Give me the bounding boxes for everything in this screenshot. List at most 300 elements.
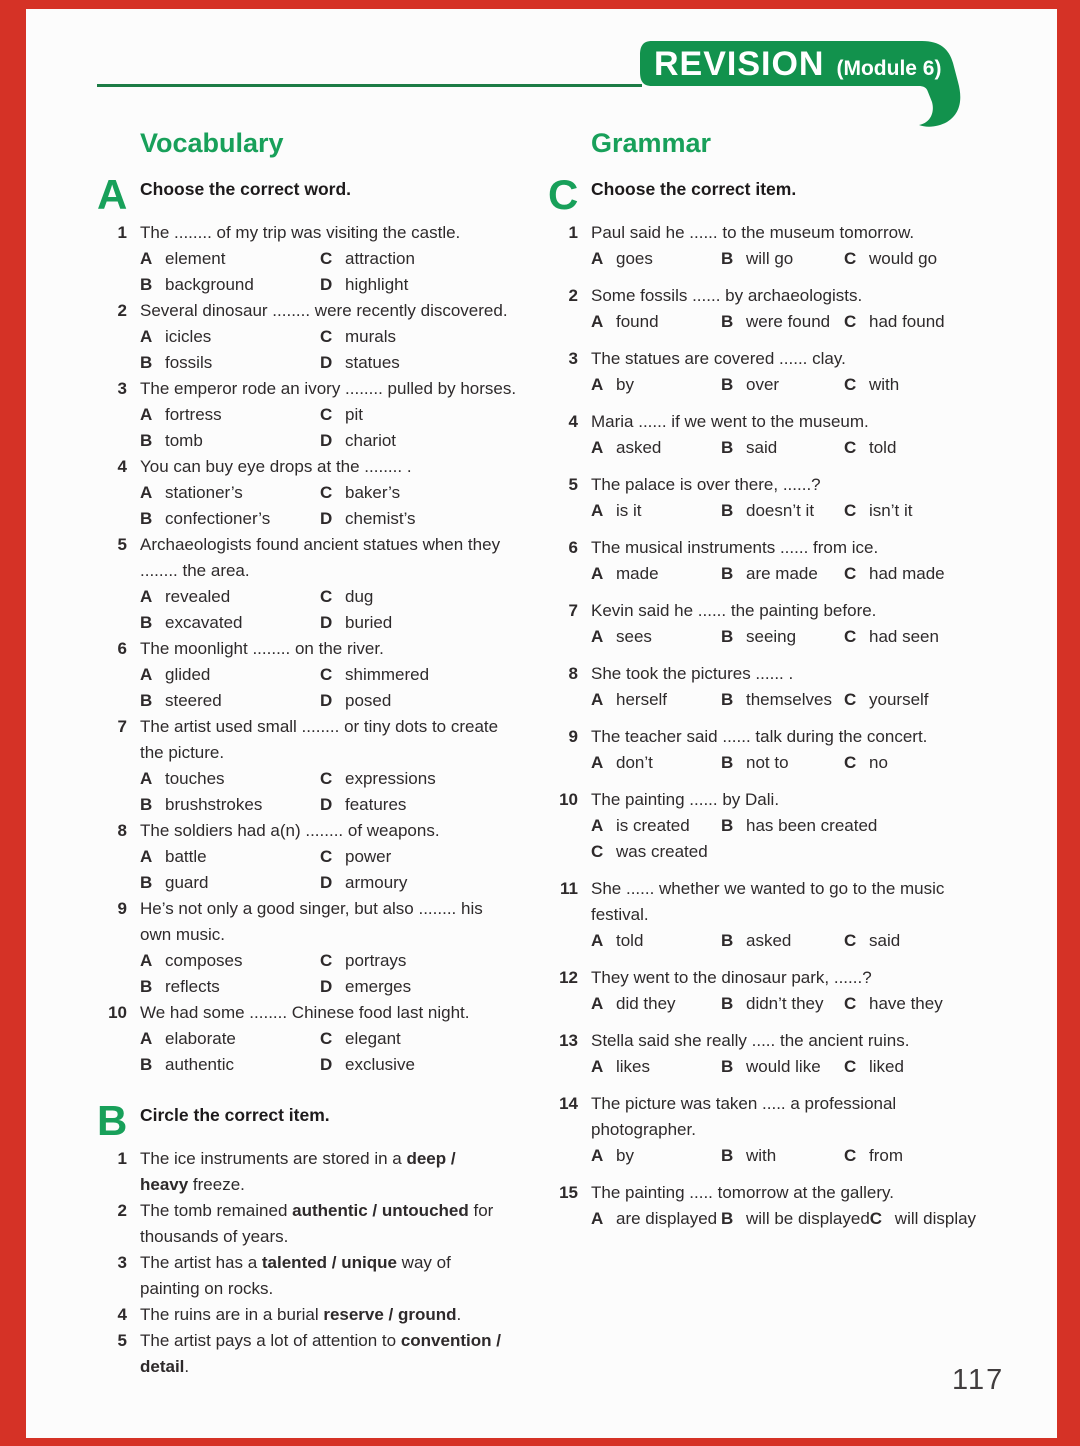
sentence-text: for — [468, 1201, 494, 1220]
question-number: 1 — [117, 223, 127, 242]
section-c-letter: C — [548, 171, 579, 218]
question-text — [591, 283, 988, 309]
option-letter: B — [721, 249, 734, 268]
question-text — [140, 636, 544, 662]
option-text: pit — [345, 405, 363, 424]
option-text: murals — [345, 327, 397, 346]
option-letter: B — [721, 501, 734, 520]
option — [140, 480, 320, 506]
option — [721, 1143, 844, 1169]
sentence-text: The artist has a — [140, 1253, 262, 1272]
question-number: 10 — [108, 1003, 127, 1022]
option-letter: C — [844, 249, 857, 268]
option-text: with — [746, 1146, 777, 1165]
option-letter: A — [140, 951, 153, 970]
sentence-text: The ice instruments are stored in a — [140, 1149, 407, 1168]
question-body — [591, 1091, 988, 1169]
options — [591, 687, 988, 713]
question-number: 1 — [117, 1149, 127, 1168]
question-text — [140, 1250, 544, 1302]
option-text: isn’t it — [869, 501, 913, 520]
option-letter: D — [320, 795, 333, 814]
question-body — [591, 220, 988, 272]
option-text: themselves — [746, 690, 832, 709]
circle-item — [97, 1328, 544, 1380]
option — [844, 991, 943, 1017]
banner-title: REVISION — [654, 45, 825, 83]
question-number: 9 — [568, 727, 578, 746]
option-letter: A — [591, 438, 604, 457]
option-letter: B — [140, 353, 153, 372]
option — [320, 324, 544, 350]
option-letter: B — [721, 375, 734, 394]
option — [320, 402, 544, 428]
option-text: brushstrokes — [165, 795, 263, 814]
option — [721, 1206, 870, 1232]
option — [591, 372, 721, 398]
option — [844, 687, 929, 713]
question-number: 5 — [117, 1331, 127, 1350]
question — [548, 1028, 988, 1080]
option-text: excavated — [165, 613, 243, 632]
option — [721, 498, 844, 524]
options — [140, 324, 544, 376]
question — [97, 220, 544, 298]
option-text: doesn’t it — [746, 501, 815, 520]
option-text: expressions — [345, 769, 436, 788]
option — [844, 561, 945, 587]
sentence-text: The ruins are in a burial — [140, 1305, 324, 1324]
question-body — [591, 535, 988, 587]
sentence-text: The palace is over there, ......? — [591, 475, 821, 494]
option-text: battle — [165, 847, 207, 866]
option-letter: B — [140, 431, 153, 450]
sentence-text: festival. — [591, 905, 649, 924]
option-text: composes — [165, 951, 243, 970]
option-text: likes — [616, 1057, 651, 1076]
option-text: said — [746, 438, 778, 457]
option-text: features — [345, 795, 407, 814]
option-text: found — [616, 312, 659, 331]
section-a-instruction: Choose the correct word. — [140, 179, 352, 199]
option-letter: D — [320, 275, 333, 294]
option — [140, 246, 320, 272]
option-letter: A — [591, 690, 604, 709]
options — [591, 561, 988, 587]
section-a-letter: A — [97, 171, 128, 218]
option — [320, 662, 544, 688]
question — [548, 876, 988, 954]
question-number: 5 — [117, 535, 127, 554]
option-text: chariot — [345, 431, 397, 450]
question-number: 8 — [568, 664, 578, 683]
options — [140, 844, 544, 896]
option-letter: B — [140, 977, 153, 996]
option — [591, 687, 721, 713]
question-text — [591, 220, 988, 246]
question-body — [140, 298, 544, 376]
option-text: touches — [165, 769, 225, 788]
question-text — [140, 1302, 544, 1328]
sentence-text: photographer. — [591, 1120, 696, 1139]
options — [591, 813, 988, 865]
option-letter: D — [320, 509, 333, 528]
option-text: elegant — [345, 1029, 401, 1048]
question-text — [140, 896, 544, 948]
option-letter: C — [591, 842, 604, 861]
option-letter: A — [140, 483, 153, 502]
section-b — [97, 1097, 544, 1380]
sentence-text: Archaeologists found ancient statues when they — [140, 535, 501, 554]
question-body — [591, 409, 988, 461]
option-text: fossils — [165, 353, 213, 372]
question-number: 1 — [568, 223, 578, 242]
option-text: will go — [746, 249, 794, 268]
option — [591, 309, 721, 335]
option — [320, 610, 544, 636]
option-text: glided — [165, 665, 211, 684]
question — [548, 346, 988, 398]
question-number: 7 — [568, 601, 578, 620]
question-number: 2 — [117, 1201, 127, 1220]
option-letter: B — [721, 994, 734, 1013]
question-text — [591, 472, 988, 498]
section-a — [97, 171, 544, 1078]
option-text: highlight — [345, 275, 409, 294]
banner-subtitle: (Module 6) — [836, 57, 942, 80]
sentence-text: Paul said he ...... to the museum tomorrow. — [591, 223, 915, 242]
option-text: is it — [616, 501, 642, 520]
option — [140, 584, 320, 610]
option-letter: A — [591, 249, 604, 268]
options — [140, 948, 544, 1000]
option — [320, 766, 544, 792]
option — [591, 498, 721, 524]
question-body — [140, 714, 544, 818]
question-number: 4 — [117, 457, 127, 476]
option-text: chemist’s — [345, 509, 416, 528]
vocabulary-column — [97, 126, 544, 1380]
sentence-text: You can buy eye drops at the ........ . — [140, 457, 412, 476]
choice-bold-text: talented / unique — [261, 1253, 397, 1272]
option-letter: B — [721, 312, 734, 331]
question-text — [591, 1091, 988, 1143]
option-letter: D — [320, 613, 333, 632]
question-body — [591, 787, 988, 865]
option — [721, 813, 877, 839]
question-number: 10 — [559, 790, 578, 809]
option — [140, 272, 320, 298]
option-letter: B — [721, 1146, 734, 1165]
option — [591, 561, 721, 587]
option — [140, 610, 320, 636]
sentence-text: ........ the area. — [140, 561, 250, 580]
option — [140, 1052, 320, 1078]
option — [721, 991, 844, 1017]
options — [140, 1026, 544, 1078]
option-text: was created — [616, 842, 708, 861]
section-a-questions — [97, 220, 544, 1078]
page-edge-left — [0, 0, 26, 1446]
option — [844, 372, 899, 398]
option-letter: B — [721, 438, 734, 457]
question-body — [591, 661, 988, 713]
option-text: background — [165, 275, 254, 294]
option — [721, 561, 844, 587]
option-letter: B — [140, 1055, 153, 1074]
question-text — [591, 724, 988, 750]
question-text — [591, 787, 988, 813]
option-letter: C — [320, 847, 333, 866]
option-letter: B — [721, 627, 734, 646]
option — [320, 1026, 544, 1052]
sentence-text: the picture. — [140, 743, 225, 762]
option — [870, 1206, 976, 1232]
question-text — [140, 1328, 544, 1380]
question-text — [591, 661, 988, 687]
question-body — [140, 376, 544, 454]
question-text — [140, 376, 544, 402]
question — [548, 724, 988, 776]
question-number: 9 — [117, 899, 127, 918]
option-letter: C — [844, 931, 857, 950]
question-number: 8 — [117, 821, 127, 840]
option-text: are displayed — [616, 1209, 718, 1228]
option — [844, 309, 945, 335]
option-text: will be displayed — [746, 1209, 870, 1228]
option-letter: B — [140, 873, 153, 892]
option-letter: C — [869, 1209, 883, 1228]
option-letter: B — [721, 564, 734, 583]
sentence-text: . — [184, 1357, 190, 1376]
option-letter: A — [591, 994, 604, 1013]
options — [591, 1206, 988, 1232]
option-letter: B — [721, 690, 734, 709]
option-text: tomb — [165, 431, 203, 450]
option-letter: A — [591, 816, 604, 835]
option-text: made — [616, 564, 659, 583]
option — [320, 584, 544, 610]
question-number: 12 — [559, 968, 578, 987]
option-text: didn’t they — [746, 994, 824, 1013]
option-letter: C — [320, 405, 333, 424]
choice-bold-text: reserve / ground — [323, 1305, 457, 1324]
option-letter: C — [844, 438, 857, 457]
option — [591, 1054, 721, 1080]
option-text: will display — [894, 1209, 977, 1228]
option — [721, 309, 844, 335]
question-number: 3 — [117, 379, 127, 398]
option-text: revealed — [165, 587, 231, 606]
option — [320, 1052, 544, 1078]
sentence-text: They went to the dinosaur park, ......? — [591, 968, 872, 987]
option — [591, 839, 708, 865]
option-text: element — [165, 249, 226, 268]
options — [591, 498, 988, 524]
option-letter: C — [320, 951, 333, 970]
options — [591, 750, 988, 776]
options — [591, 928, 988, 954]
option — [320, 506, 544, 532]
sentence-text: The statues are covered ...... clay. — [591, 349, 846, 368]
option-text: has been created — [746, 816, 878, 835]
sentence-text: Some fossils ...... by archaeologists. — [591, 286, 863, 305]
question-text — [140, 298, 544, 324]
question-text — [591, 965, 988, 991]
choice-bold-text: authentic / untouched — [292, 1201, 469, 1220]
question — [97, 454, 544, 532]
page-edge-bottom — [0, 1438, 1080, 1446]
option-text: from — [869, 1146, 903, 1165]
option-text: told — [869, 438, 897, 457]
options — [591, 246, 988, 272]
question — [548, 965, 988, 1017]
options — [140, 246, 544, 298]
option — [844, 750, 888, 776]
option-text: steered — [165, 691, 222, 710]
option-letter: B — [140, 509, 153, 528]
question-body — [591, 965, 988, 1017]
option-letter: A — [140, 1029, 153, 1048]
vocabulary-heading: Vocabulary — [140, 128, 284, 158]
option-text: asked — [616, 438, 662, 457]
option-text: no — [869, 753, 888, 772]
question — [548, 661, 988, 713]
question — [97, 896, 544, 1000]
question — [548, 1180, 988, 1232]
option-text: armoury — [345, 873, 408, 892]
option-letter: B — [721, 931, 734, 950]
question-text — [591, 598, 988, 624]
option-text: baker’s — [345, 483, 401, 502]
option — [721, 687, 844, 713]
question — [97, 636, 544, 714]
option — [140, 870, 320, 896]
header-rule — [97, 84, 642, 87]
option — [140, 506, 320, 532]
option — [591, 1206, 721, 1232]
choice-bold-text: heavy — [140, 1175, 189, 1194]
option-letter: A — [591, 627, 604, 646]
options — [591, 624, 988, 650]
option — [140, 844, 320, 870]
section-c-instruction: Choose the correct item. — [591, 179, 797, 199]
option-letter: A — [591, 375, 604, 394]
sentence-text: She took the pictures ...... . — [591, 664, 794, 683]
option-text: buried — [345, 613, 393, 632]
option-letter: A — [140, 587, 153, 606]
question — [97, 298, 544, 376]
option-letter: D — [320, 1055, 333, 1074]
section-c-questions — [548, 220, 988, 1232]
question-body — [591, 598, 988, 650]
question-text — [591, 1180, 988, 1206]
question-number: 5 — [568, 475, 578, 494]
choice-bold-text: convention / — [400, 1331, 501, 1350]
option-letter: A — [140, 847, 153, 866]
option — [591, 435, 721, 461]
question-body — [140, 818, 544, 896]
option — [844, 246, 937, 272]
option-text: guard — [165, 873, 209, 892]
options — [591, 1143, 988, 1169]
question — [548, 535, 988, 587]
question-text — [591, 535, 988, 561]
option — [320, 480, 544, 506]
section-b-instruction: Circle the correct item. — [140, 1105, 330, 1125]
question-body — [591, 283, 988, 335]
question-text — [591, 346, 988, 372]
option-text: elaborate — [165, 1029, 236, 1048]
option — [591, 1143, 721, 1169]
options — [140, 480, 544, 532]
sentence-text: The moonlight ........ on the river. — [140, 639, 384, 658]
question-body — [140, 454, 544, 532]
sentence-text: She ...... whether we wanted to go to the music — [591, 879, 945, 898]
option-text: don’t — [616, 753, 653, 772]
option — [721, 624, 844, 650]
question-text — [140, 532, 544, 584]
option-letter: C — [844, 1146, 857, 1165]
option-letter: C — [844, 1057, 857, 1076]
option — [591, 750, 721, 776]
question-body — [591, 876, 988, 954]
option — [320, 246, 544, 272]
option — [320, 792, 544, 818]
option-text: goes — [616, 249, 653, 268]
question — [97, 818, 544, 896]
section-b-letter: B — [97, 1097, 128, 1144]
sentence-text: thousands of years. — [140, 1227, 289, 1246]
option-text: posed — [345, 691, 392, 710]
option-text: told — [616, 931, 644, 950]
option-letter: B — [140, 613, 153, 632]
option-letter: B — [721, 1057, 734, 1076]
question-body — [140, 220, 544, 298]
option-letter: A — [140, 665, 153, 684]
question — [97, 532, 544, 636]
sentence-text: Stella said she really ..... the ancient ruins. — [591, 1031, 910, 1050]
option-letter: C — [844, 564, 857, 583]
question-body — [140, 1000, 544, 1078]
sentence-text: The emperor rode an ivory ........ pulled by horses. — [140, 379, 517, 398]
option-text: dug — [345, 587, 374, 606]
option-letter: A — [591, 501, 604, 520]
sentence-text: We had some ........ Chinese food last night. — [140, 1003, 470, 1022]
sentence-text: The artist pays a lot of attention to — [140, 1331, 401, 1350]
option — [721, 750, 844, 776]
circle-item — [97, 1250, 544, 1302]
sentence-text: The picture was taken ..... a professional — [591, 1094, 897, 1113]
option-text: authentic — [165, 1055, 234, 1074]
option-text: statues — [345, 353, 400, 372]
question-text — [140, 1146, 544, 1198]
question-number: 13 — [559, 1031, 578, 1050]
sentence-text: freeze. — [188, 1175, 245, 1194]
option-text: emerges — [345, 977, 412, 996]
option-letter: A — [140, 327, 153, 346]
option-text: had seen — [869, 627, 939, 646]
option-letter: C — [844, 312, 857, 331]
page-edge-right — [1057, 0, 1080, 1446]
option-letter: A — [591, 1057, 604, 1076]
option-text: did they — [616, 994, 676, 1013]
option-text: are made — [746, 564, 818, 583]
option-text: said — [869, 931, 901, 950]
question-number: 4 — [568, 412, 578, 431]
option — [140, 324, 320, 350]
option-text: is created — [616, 816, 690, 835]
